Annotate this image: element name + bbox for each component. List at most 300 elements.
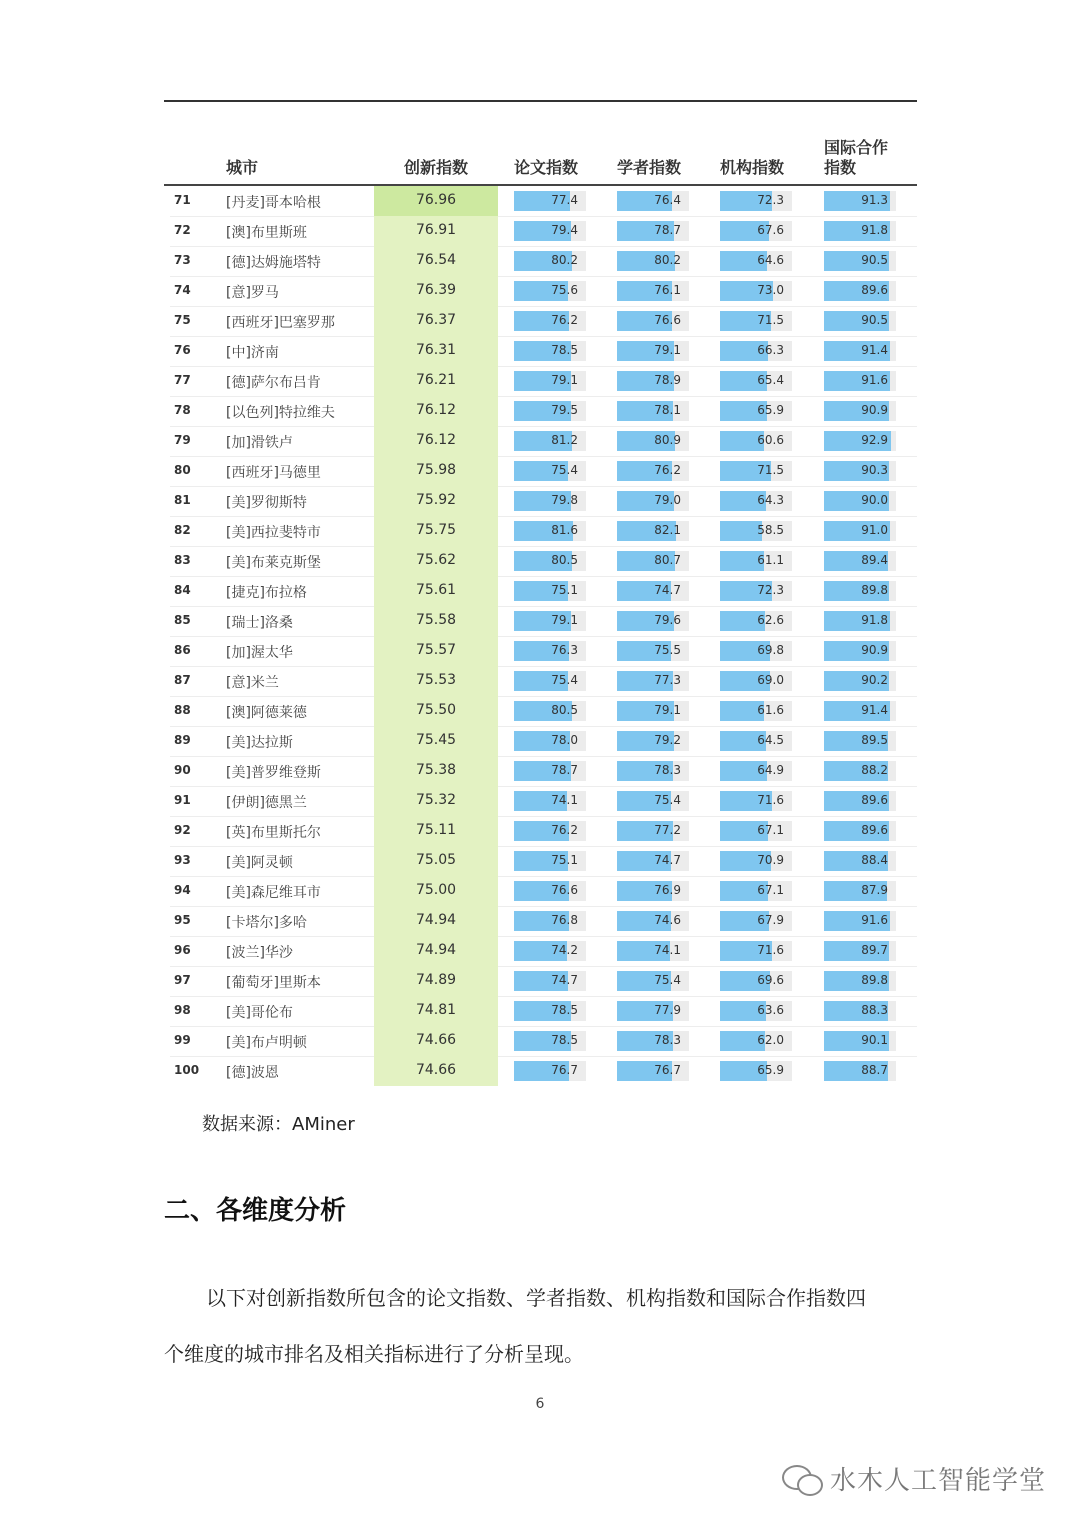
city-name: [澳]布里斯班 [226, 225, 307, 241]
scholar-index-value: 79.2 [654, 733, 681, 747]
institution-index-cell [720, 281, 792, 301]
institution-index-cell [720, 971, 792, 991]
rank: 99 [174, 1033, 191, 1047]
rank: 96 [174, 943, 191, 957]
institution-index-cell [720, 521, 792, 541]
paper-index-cell [514, 1001, 586, 1021]
table-row [164, 546, 917, 576]
intl-index-cell [824, 791, 896, 811]
paper-index-cell [514, 401, 586, 421]
city-name: [美]普罗维登斯 [226, 765, 321, 781]
paper-index-value: 74.2 [551, 943, 578, 957]
rank: 86 [174, 643, 191, 657]
innovation-index: 75.58 [415, 612, 457, 628]
institution-index-cell [720, 341, 792, 361]
table-row [164, 1056, 917, 1086]
table-row [164, 726, 917, 756]
table-row [164, 456, 917, 486]
institution-index-cell [720, 551, 792, 571]
table-row [164, 906, 917, 936]
rank: 87 [174, 673, 191, 687]
table-row [164, 846, 917, 876]
paper-index-cell [514, 191, 586, 211]
institution-index-value: 69.0 [757, 673, 784, 687]
intl-index-cell [824, 821, 896, 841]
scholar-index-value: 75.5 [654, 643, 681, 657]
paper-index-value: 75.1 [551, 583, 578, 597]
scholar-index-cell [617, 791, 689, 811]
intl-index-value: 89.6 [861, 793, 888, 807]
intl-index-value: 92.9 [861, 433, 888, 447]
scholar-index-cell [617, 851, 689, 871]
scholar-index-value: 76.2 [654, 463, 681, 477]
institution-index-cell [720, 851, 792, 871]
paper-index-cell [514, 731, 586, 751]
city-name: [捷克]布拉格 [226, 585, 307, 601]
table-row [164, 426, 917, 456]
intl-index-value: 89.6 [861, 823, 888, 837]
scholar-index-cell [617, 221, 689, 241]
intl-index-cell [824, 671, 896, 691]
paper-index-cell [514, 371, 586, 391]
paper-index-value: 76.8 [551, 913, 578, 927]
scholar-index-cell [617, 551, 689, 571]
institution-index-cell [720, 371, 792, 391]
scholar-index-value: 74.7 [654, 583, 681, 597]
institution-index-value: 73.0 [757, 283, 784, 297]
header-intl-line2: 指数 [824, 158, 857, 177]
scholar-index-cell [617, 251, 689, 271]
paper-index-value: 74.7 [551, 973, 578, 987]
scholar-index-value: 80.9 [654, 433, 681, 447]
city-name: [美]布卢明顿 [226, 1035, 307, 1051]
rank: 75 [174, 313, 191, 327]
scholar-index-cell [617, 731, 689, 751]
intl-index-value: 90.2 [861, 673, 888, 687]
intl-index-value: 88.7 [861, 1063, 888, 1077]
institution-index-cell [720, 311, 792, 331]
city-name: [加]滑铁卢 [226, 435, 293, 451]
institution-index-cell [720, 581, 792, 601]
innovation-index: 75.00 [415, 882, 457, 898]
table-row [164, 666, 917, 696]
innovation-index: 76.54 [415, 252, 457, 268]
paper-index-value: 78.0 [551, 733, 578, 747]
scholar-index-cell [617, 521, 689, 541]
table-row [164, 396, 917, 426]
rank: 79 [174, 433, 191, 447]
intl-index-cell [824, 851, 896, 871]
city-name: [美]西拉斐特市 [226, 525, 321, 541]
scholar-index-value: 80.2 [654, 253, 681, 267]
table-row [164, 786, 917, 816]
table-row [164, 876, 917, 906]
rank: 97 [174, 973, 191, 987]
institution-index-cell [720, 671, 792, 691]
intl-index-value: 90.9 [861, 643, 888, 657]
paper-index-value: 75.4 [551, 673, 578, 687]
scholar-index-cell [617, 941, 689, 961]
innovation-index: 74.94 [415, 942, 457, 958]
paper-index-cell [514, 671, 586, 691]
intl-index-cell [824, 611, 896, 631]
watermark-text: 水木人工智能学堂 [830, 1465, 1047, 1496]
rank: 89 [174, 733, 191, 747]
institution-index-value: 65.9 [757, 1063, 784, 1077]
scholar-index-value: 76.6 [654, 313, 681, 327]
intl-index-value: 89.6 [861, 283, 888, 297]
paper-index-value: 76.7 [551, 1063, 578, 1077]
paper-index-cell [514, 251, 586, 271]
page-number: 6 [535, 1396, 545, 1412]
institution-index-cell [720, 1031, 792, 1051]
paper-index-value: 79.5 [551, 403, 578, 417]
intl-index-cell [824, 911, 896, 931]
rank: 84 [174, 583, 191, 597]
rank: 92 [174, 823, 191, 837]
table-row [164, 186, 917, 216]
paper-index-value: 78.7 [551, 763, 578, 777]
intl-index-value: 89.4 [861, 553, 888, 567]
table-header [164, 128, 917, 186]
scholar-index-value: 75.4 [654, 793, 681, 807]
scholar-index-cell [617, 191, 689, 211]
innovation-index: 76.96 [415, 192, 457, 208]
scholar-index-value: 77.2 [654, 823, 681, 837]
city-name: [意]米兰 [226, 675, 279, 691]
institution-index-value: 65.9 [757, 403, 784, 417]
intl-index-cell [824, 941, 896, 961]
intl-index-cell [824, 431, 896, 451]
paper-index-cell [514, 851, 586, 871]
intl-index-value: 91.8 [861, 613, 888, 627]
institution-index-cell [720, 221, 792, 241]
institution-index-cell [720, 431, 792, 451]
innovation-index: 74.89 [415, 972, 457, 988]
header-city: 城市 [226, 158, 259, 177]
paper-index-cell [514, 491, 586, 511]
intl-index-value: 88.2 [861, 763, 888, 777]
innovation-index: 75.45 [415, 732, 457, 748]
table-row [164, 966, 917, 996]
scholar-index-cell [617, 461, 689, 481]
institution-index-value: 67.1 [757, 883, 784, 897]
scholar-index-cell [617, 611, 689, 631]
scholar-index-value: 78.9 [654, 373, 681, 387]
rank: 85 [174, 613, 191, 627]
innovation-index: 75.57 [415, 642, 457, 658]
paper-index-cell [514, 281, 586, 301]
scholar-index-cell [617, 671, 689, 691]
scholar-index-cell [617, 1031, 689, 1051]
scholar-index-value: 79.1 [654, 343, 681, 357]
intl-index-cell [824, 521, 896, 541]
innovation-index: 74.66 [415, 1032, 457, 1048]
intl-index-cell [824, 1031, 896, 1051]
table-row [164, 516, 917, 546]
institution-index-value: 64.6 [757, 253, 784, 267]
paper-index-cell [514, 551, 586, 571]
institution-index-cell [720, 731, 792, 751]
table-body [164, 186, 917, 1086]
paper-index-cell [514, 941, 586, 961]
scholar-index-value: 79.0 [654, 493, 681, 507]
innovation-index: 74.81 [415, 1002, 457, 1018]
scholar-index-value: 78.7 [654, 223, 681, 237]
paper-index-cell [514, 581, 586, 601]
header-intl [824, 138, 904, 178]
intl-index-value: 90.5 [861, 253, 888, 267]
institution-index-value: 69.8 [757, 643, 784, 657]
institution-index-value: 72.3 [757, 583, 784, 597]
institution-index-cell [720, 191, 792, 211]
top-rule [164, 100, 917, 102]
intl-index-cell [824, 191, 896, 211]
paper-index-value: 76.2 [551, 823, 578, 837]
paper-index-value: 79.1 [551, 613, 578, 627]
city-name: [美]哥伦布 [226, 1005, 293, 1021]
intl-index-cell [824, 551, 896, 571]
innovation-index: 76.31 [415, 342, 457, 358]
institution-index-value: 62.0 [757, 1033, 784, 1047]
scholar-index-value: 78.3 [654, 763, 681, 777]
innovation-index: 75.11 [415, 822, 457, 838]
innovation-index: 75.98 [415, 462, 457, 478]
scholar-index-cell [617, 821, 689, 841]
intl-index-value: 91.3 [861, 193, 888, 207]
intl-index-value: 87.9 [861, 883, 888, 897]
institution-index-cell [720, 641, 792, 661]
intl-index-cell [824, 311, 896, 331]
paragraph-line-1: 以下对创新指数所包含的论文指数、学者指数、机构指数和国际合作指数四 [206, 1286, 866, 1310]
city-name: [加]渥太华 [226, 645, 293, 661]
institution-index-cell [720, 881, 792, 901]
innovation-index: 75.92 [415, 492, 457, 508]
city-name: [美]罗彻斯特 [226, 495, 307, 511]
institution-index-cell [720, 491, 792, 511]
institution-index-cell [720, 251, 792, 271]
innovation-index: 75.61 [415, 582, 457, 598]
institution-index-cell [720, 761, 792, 781]
institution-index-cell [720, 461, 792, 481]
city-name: [澳]阿德莱德 [226, 705, 307, 721]
city-name: [葡萄牙]里斯本 [226, 975, 321, 991]
paper-index-value: 75.1 [551, 853, 578, 867]
watermark [780, 1458, 1046, 1498]
intl-index-cell [824, 221, 896, 241]
institution-index-cell [720, 701, 792, 721]
paper-index-value: 76.2 [551, 313, 578, 327]
paper-index-cell [514, 1061, 586, 1081]
paper-index-cell [514, 461, 586, 481]
city-name: [卡塔尔]多哈 [226, 915, 307, 931]
institution-index-value: 66.3 [757, 343, 784, 357]
paper-index-cell [514, 641, 586, 661]
scholar-index-value: 77.3 [654, 673, 681, 687]
intl-index-cell [824, 881, 896, 901]
intl-index-cell [824, 371, 896, 391]
institution-index-value: 64.9 [757, 763, 784, 777]
intl-index-cell [824, 641, 896, 661]
innovation-index: 75.32 [415, 792, 457, 808]
city-name: [德]萨尔布吕肯 [226, 375, 321, 391]
rank: 83 [174, 553, 191, 567]
ranking-table [164, 128, 917, 1086]
table-row [164, 1026, 917, 1056]
innovation-index: 74.94 [415, 912, 457, 928]
table-row [164, 606, 917, 636]
institution-index-value: 60.6 [757, 433, 784, 447]
scholar-index-cell [617, 971, 689, 991]
intl-index-value: 90.0 [861, 493, 888, 507]
institution-index-cell [720, 611, 792, 631]
city-name: [丹麦]哥本哈根 [226, 195, 321, 211]
table-row [164, 486, 917, 516]
city-name: [德]达姆施塔特 [226, 255, 321, 271]
scholar-index-value: 78.3 [654, 1033, 681, 1047]
institution-index-value: 67.6 [757, 223, 784, 237]
rank: 100 [174, 1063, 200, 1077]
city-name: [以色列]特拉维夫 [226, 405, 335, 421]
intl-index-value: 91.4 [861, 343, 888, 357]
table-row [164, 246, 917, 276]
paper-index-cell [514, 521, 586, 541]
institution-index-cell [720, 821, 792, 841]
paper-index-cell [514, 611, 586, 631]
rank: 72 [174, 223, 191, 237]
paper-index-cell [514, 791, 586, 811]
scholar-index-value: 80.7 [654, 553, 681, 567]
paper-index-value: 80.5 [551, 553, 578, 567]
intl-index-cell [824, 701, 896, 721]
city-name: [美]森尼维耳市 [226, 885, 321, 901]
institution-index-value: 58.5 [757, 523, 784, 537]
city-name: [瑞士]洛桑 [226, 615, 293, 631]
table-row [164, 276, 917, 306]
paper-index-value: 79.8 [551, 493, 578, 507]
scholar-index-value: 74.7 [654, 853, 681, 867]
institution-index-cell [720, 791, 792, 811]
rank: 95 [174, 913, 191, 927]
institution-index-value: 67.1 [757, 823, 784, 837]
paper-index-value: 78.5 [551, 1033, 578, 1047]
institution-index-value: 64.5 [757, 733, 784, 747]
institution-index-value: 71.6 [757, 793, 784, 807]
intl-index-value: 91.8 [861, 223, 888, 237]
scholar-index-value: 79.1 [654, 703, 681, 717]
header-scholar: 学者指数 [617, 158, 682, 177]
rank: 77 [174, 373, 191, 387]
institution-index-value: 71.5 [757, 463, 784, 477]
paper-index-cell [514, 311, 586, 331]
paper-index-cell [514, 911, 586, 931]
innovation-index: 75.38 [415, 762, 457, 778]
scholar-index-cell [617, 431, 689, 451]
table-row [164, 936, 917, 966]
rank: 88 [174, 703, 191, 717]
city-name: [波兰]华沙 [226, 945, 293, 961]
scholar-index-cell [617, 491, 689, 511]
table-row [164, 306, 917, 336]
intl-index-cell [824, 281, 896, 301]
paper-index-value: 78.5 [551, 343, 578, 357]
scholar-index-cell [617, 1001, 689, 1021]
scholar-index-value: 74.6 [654, 913, 681, 927]
rank: 82 [174, 523, 191, 537]
rank: 93 [174, 853, 191, 867]
paper-index-cell [514, 221, 586, 241]
header-paper: 论文指数 [514, 158, 579, 177]
scholar-index-cell [617, 761, 689, 781]
intl-index-value: 88.3 [861, 1003, 888, 1017]
data-source: 数据来源：AMiner [202, 1114, 355, 1135]
intl-index-cell [824, 401, 896, 421]
institution-index-cell [720, 911, 792, 931]
innovation-index: 75.05 [415, 852, 457, 868]
rank: 71 [174, 193, 191, 207]
institution-index-cell [720, 1061, 792, 1081]
paper-index-cell [514, 701, 586, 721]
paper-index-value: 74.1 [551, 793, 578, 807]
intl-index-value: 89.5 [861, 733, 888, 747]
scholar-index-cell [617, 701, 689, 721]
intl-index-value: 89.8 [861, 973, 888, 987]
scholar-index-value: 76.9 [654, 883, 681, 897]
intl-index-value: 90.3 [861, 463, 888, 477]
institution-index-value: 61.6 [757, 703, 784, 717]
city-name: [美]阿灵顿 [226, 855, 293, 871]
scholar-index-cell [617, 281, 689, 301]
paper-index-cell [514, 1031, 586, 1051]
institution-index-value: 61.1 [757, 553, 784, 567]
table-row [164, 636, 917, 666]
scholar-index-cell [617, 401, 689, 421]
intl-index-value: 89.8 [861, 583, 888, 597]
scholar-index-value: 76.1 [654, 283, 681, 297]
intl-index-value: 91.6 [861, 373, 888, 387]
paper-index-value: 78.5 [551, 1003, 578, 1017]
wechat-icon [780, 1461, 824, 1495]
city-name: [美]达拉斯 [226, 735, 293, 751]
table-row [164, 816, 917, 846]
institution-index-value: 63.6 [757, 1003, 784, 1017]
institution-index-value: 69.6 [757, 973, 784, 987]
intl-index-cell [824, 1061, 896, 1081]
city-name: [意]罗马 [226, 285, 279, 301]
city-name: [西班牙]巴塞罗那 [226, 315, 335, 331]
intl-index-value: 89.7 [861, 943, 888, 957]
intl-index-value: 90.9 [861, 403, 888, 417]
scholar-index-cell [617, 311, 689, 331]
rank: 91 [174, 793, 191, 807]
city-name: [英]布里斯托尔 [226, 825, 321, 841]
institution-index-value: 72.3 [757, 193, 784, 207]
institution-index-value: 65.4 [757, 373, 784, 387]
table-row [164, 696, 917, 726]
intl-index-value: 91.4 [861, 703, 888, 717]
innovation-index: 76.37 [415, 312, 457, 328]
innovation-index: 74.66 [415, 1062, 457, 1078]
paper-index-value: 79.1 [551, 373, 578, 387]
header-institution: 机构指数 [720, 158, 785, 177]
institution-index-value: 62.6 [757, 613, 784, 627]
rank: 98 [174, 1003, 191, 1017]
intl-index-cell [824, 461, 896, 481]
paper-index-cell [514, 821, 586, 841]
institution-index-value: 67.9 [757, 913, 784, 927]
paper-index-value: 75.6 [551, 283, 578, 297]
innovation-index: 76.12 [415, 402, 457, 418]
